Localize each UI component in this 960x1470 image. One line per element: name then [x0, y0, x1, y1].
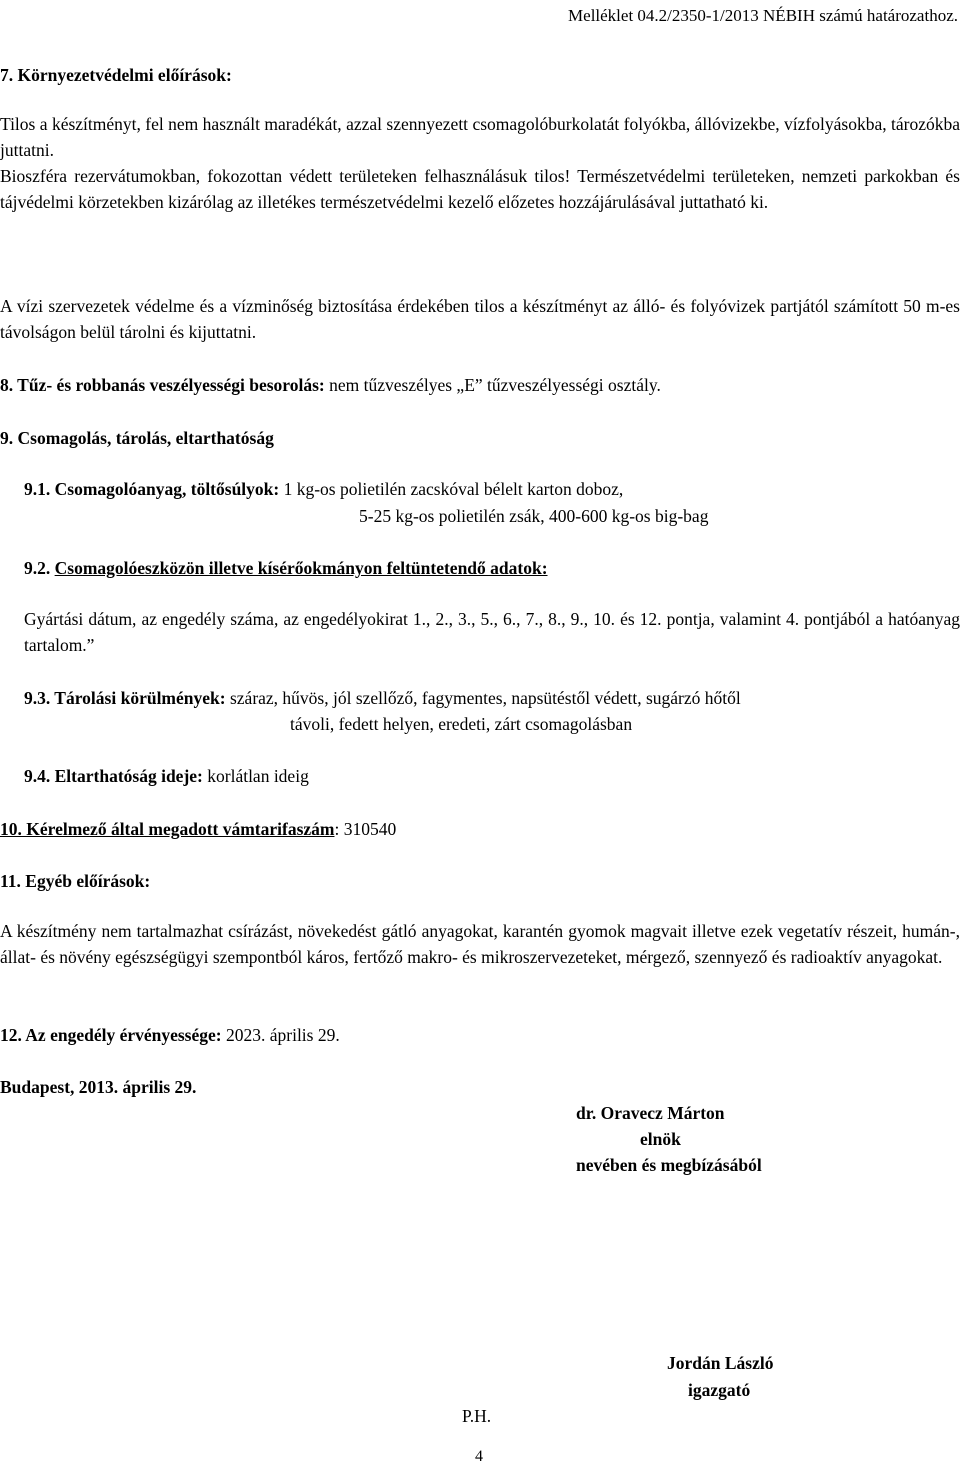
- section-11-title: 11. Egyéb előírások:: [0, 871, 151, 891]
- section-9-1-line-2: 5-25 kg-os polietilén zsák, 400-600 kg-os big-bag: [359, 506, 709, 526]
- section-9-title: 9. Csomagolás, tárolás, eltarthatóság: [0, 428, 274, 448]
- signer-2-title: igazgató: [688, 1380, 751, 1400]
- section-10-label: 10. Kérelmező által megadott vámtarifaszám: [0, 819, 335, 839]
- section-8-label: 8. Tűz- és robbanás veszélyességi besorolás:: [0, 375, 325, 395]
- section-12-line: [0, 1022, 340, 1048]
- section-9-2-paragraph: [24, 606, 960, 658]
- section-11-paragraph: [0, 918, 960, 970]
- section-12-value: 2023. április 29.: [225, 1025, 340, 1045]
- section-10-line: [0, 816, 396, 842]
- section-12-label: 12. Az engedély érvényessége:: [0, 1025, 222, 1045]
- section-9-2-heading: [24, 555, 548, 581]
- section-9-1-line-1: [24, 476, 623, 502]
- section-9-2-number: 9.2.: [24, 558, 51, 578]
- section-9-2-label: Csomagolóeszközön illetve kísérőokmányon feltüntetendő adatok:: [54, 558, 548, 578]
- document-header-reference: Melléklet 04.2/2350-1/2013 NÉBIH számú határozathoz.: [568, 6, 958, 25]
- section-9-4-value: korlátlan ideig: [207, 766, 309, 786]
- section-8-line: [0, 372, 661, 398]
- section-9-4-line: [24, 763, 309, 789]
- section-7-paragraph-3-text: A vízi szervezetek védelme és a vízminőség biztosítása érdekében tilos a készítményt az álló- és folyóvizek partjától számított 50 m-es távolságon belül tárolni és kijuttatni.: [0, 296, 960, 342]
- section-7-paragraph-1: [0, 111, 960, 163]
- section-7-paragraph-1-text: Tilos a készítményt, fel nem használt maradékát, azzal szennyezett csomagolóburkolatát folyókba, állóvizekbe, vízfolyásokba, tározókba juttatni.: [0, 114, 960, 160]
- section-7-paragraph-2: [0, 163, 960, 215]
- section-7-title: 7. Környezetvédelmi előírások:: [0, 65, 232, 85]
- signer-1-name: dr. Oravecz Márton: [576, 1103, 725, 1123]
- section-9-3-line-1-text: száraz, hűvös, jól szellőző, fagymentes, napsütéstől védett, sugárzó hőtől: [229, 688, 741, 708]
- section-8-value: nem tűzveszélyes „E” tűzveszélyességi osztály.: [329, 375, 661, 395]
- signer-2-name: Jordán László: [667, 1353, 774, 1373]
- place-date: Budapest, 2013. április 29.: [0, 1077, 197, 1097]
- section-10-value: : 310540: [334, 819, 397, 839]
- section-9-1-line-1-text: 1 kg-os polietilén zacskóval bélelt karton doboz,: [283, 479, 624, 499]
- section-9-2-text: Gyártási dátum, az engedély száma, az engedélyokirat 1., 2., 3., 5., 6., 7., 8., 9., 10. és 12. pontja, valamint 4. pontjából a hatóanyag tartalom.”: [24, 609, 960, 655]
- page-number: 4: [475, 1448, 483, 1465]
- signer-1-note: nevében és megbízásából: [576, 1155, 762, 1175]
- section-9-3-line-1: [24, 685, 741, 711]
- section-7-paragraph-2-text: Bioszféra rezervátumokban, fokozottan védett területeken felhasználásuk tilos! Természetvédelmi területeken, nemzeti parkokban és tájvédelmi körzetekben kizárólag az illetékes természetvédelmi kezelő előzetes hozzájárulásával juttatható ki.: [0, 166, 960, 212]
- section-9-3-label: 9.3. Tárolási körülmények:: [24, 688, 226, 708]
- section-9-4-label: 9.4. Eltarthatóság ideje:: [24, 766, 203, 786]
- section-7-paragraph-3: [0, 293, 960, 345]
- signer-1-title: elnök: [640, 1129, 681, 1149]
- section-11-text: A készítmény nem tartalmazhat csírázást, növekedést gátló anyagokat, karantén gyomok magvait illetve ezek vegetatív részeit, humán-, állat- és növény egészségügyi szempontból káros, fertőző makro- és mikroszervezeteket, mérgező, szennyező és radioaktív anyagokat.: [0, 921, 960, 967]
- stamp-place-ph: P.H.: [462, 1406, 492, 1426]
- section-9-3-line-2: távoli, fedett helyen, eredeti, zárt csomagolásban: [290, 714, 633, 734]
- section-9-1-label: 9.1. Csomagolóanyag, töltősúlyok:: [24, 479, 280, 499]
